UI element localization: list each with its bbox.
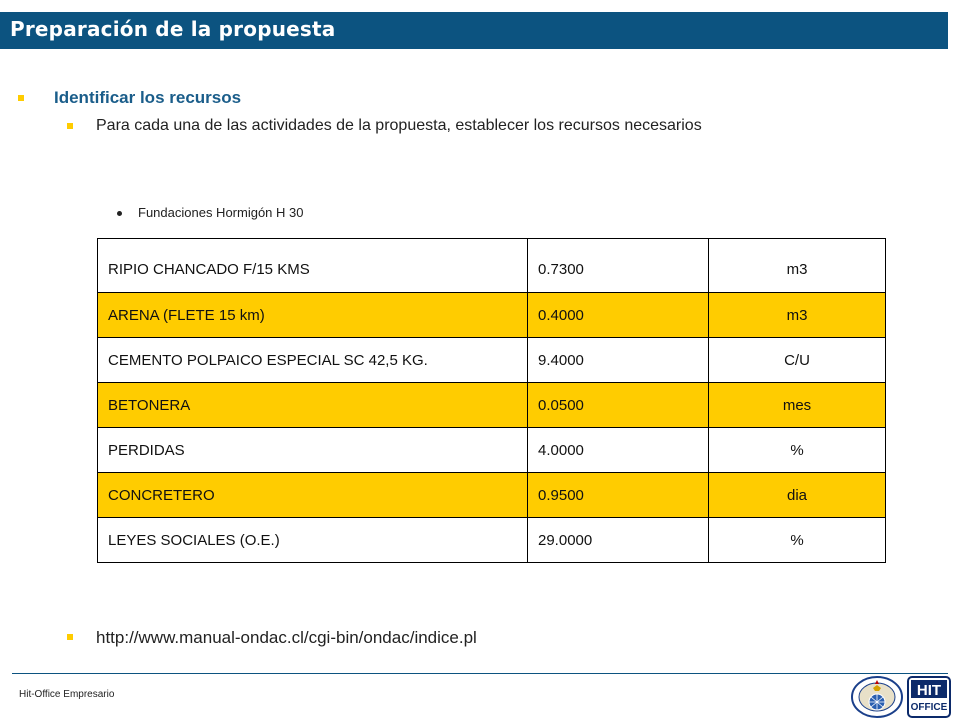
- table-row: [98, 518, 886, 563]
- bullet-identificar-recursos: Identificar los recursos: [54, 88, 242, 107]
- resource-unit: %: [709, 428, 886, 473]
- seal-logo-icon: [849, 676, 905, 718]
- resource-name: BETONERA: [98, 383, 528, 428]
- logo-office-text: OFFICE: [910, 702, 948, 713]
- resource-name: PERDIDAS: [98, 428, 528, 473]
- resource-qty: 29.0000: [528, 518, 709, 563]
- resource-unit: dia: [709, 473, 886, 518]
- resource-qty: 0.9500: [528, 473, 709, 518]
- resource-qty: 4.0000: [528, 428, 709, 473]
- table-row: [98, 428, 886, 473]
- table-row: [98, 239, 886, 293]
- resource-unit: %: [709, 518, 886, 563]
- resource-qty: 0.7300: [528, 239, 709, 293]
- resource-unit: m3: [709, 239, 886, 293]
- resource-name: ARENA (FLETE 15 km): [98, 293, 528, 338]
- footer-label: Hit-Office Empresario: [19, 689, 115, 700]
- resource-name: CEMENTO POLPAICO ESPECIAL SC 42,5 KG.: [98, 338, 528, 383]
- table-row: [98, 338, 886, 383]
- resource-name: LEYES SOCIALES (O.E.): [98, 518, 528, 563]
- table-row: [98, 383, 886, 428]
- page-title: Preparación de la propuesta: [10, 17, 336, 41]
- table-row: [98, 473, 886, 518]
- title-bar: [0, 12, 948, 49]
- hit-office-logo-icon: [907, 676, 951, 718]
- bullet-para-cada-actividad: Para cada una de las actividades de la propuesta, establecer los recursos necesarios: [96, 117, 702, 134]
- resource-name: RIPIO CHANCADO F/15 KMS: [98, 239, 528, 293]
- resource-qty: 0.0500: [528, 383, 709, 428]
- ondac-link[interactable]: http://www.manual-ondac.cl/cgi-bin/ondac/indice.pl: [96, 628, 477, 647]
- resources-table: [97, 238, 886, 563]
- resource-qty: 0.4000: [528, 293, 709, 338]
- bullet-square-icon: [67, 634, 73, 640]
- resource-name: CONCRETERO: [98, 473, 528, 518]
- logo-hit-text: HIT: [916, 682, 942, 699]
- resource-unit: m3: [709, 293, 886, 338]
- table-row: [98, 293, 886, 338]
- footer-divider: [12, 673, 948, 674]
- bullet-square-icon: [18, 95, 24, 101]
- resource-unit: mes: [709, 383, 886, 428]
- bullet-square-icon: [67, 123, 73, 129]
- resource-unit: C/U: [709, 338, 886, 383]
- bullet-dot-icon: [117, 211, 122, 216]
- resource-qty: 9.4000: [528, 338, 709, 383]
- bullet-fundaciones: Fundaciones Hormigón H 30: [138, 205, 304, 220]
